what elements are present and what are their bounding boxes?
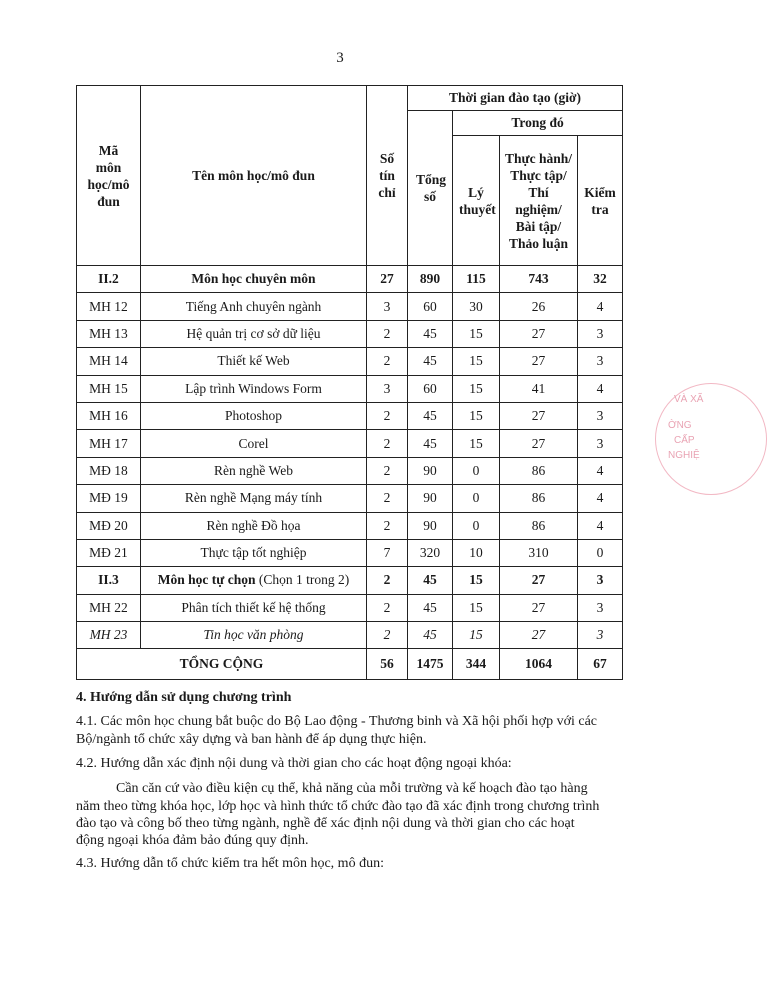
cell-name: Rèn nghề Đồ họa [141,512,367,539]
cell-name: Hệ quản trị cơ sở dữ liệu [141,320,367,347]
header-credits: Số tín chỉ [367,86,408,266]
table-row [77,539,623,566]
cell-credits: 2 [367,622,408,649]
stamp-text-2: ỜNG [668,420,692,431]
cell-name: Phân tích thiết kế hệ thống [141,594,367,621]
table-row [77,430,623,457]
cell-exam: 4 [578,485,623,512]
stamp-text-1: VÀ XÃ [674,394,704,405]
cell-name: Lập trình Windows Form [141,375,367,402]
curriculum-table [76,85,623,680]
cell-code: MH 14 [77,348,141,375]
total-total: 1475 [408,649,453,680]
table-row [77,320,623,347]
cell-code: II.3 [77,567,141,594]
header-training-time: Thời gian đào tạo (giờ) [408,86,623,111]
cell-name: Thực tập tốt nghiệp [141,539,367,566]
paragraph-4-1-line-2: Bộ/ngành tổ chức xây dựng và ban hành để áp dụng thực hiện. [76,732,427,747]
cell-practice: 41 [500,375,578,402]
cell-practice: 86 [500,457,578,484]
cell-code: MH 16 [77,402,141,429]
cell-name-note: (Chọn 1 trong 2) [255,572,350,588]
table-row [77,375,623,402]
total-exam: 67 [578,649,623,680]
cell-practice: 27 [500,348,578,375]
cell-exam: 3 [578,430,623,457]
stamp-text-4: NGHIỆ [668,450,700,461]
cell-theory: 0 [453,512,500,539]
cell-code: MĐ 20 [77,512,141,539]
cell-code: MH 23 [77,622,141,649]
table-row [77,485,623,512]
table-row [77,457,623,484]
cell-practice: 743 [500,266,578,293]
cell-total: 45 [408,622,453,649]
cell-credits: 2 [367,430,408,457]
cell-exam: 3 [578,567,623,594]
cell-name: Tin học văn phòng [141,622,367,649]
cell-credits: 2 [367,485,408,512]
paragraph-body-line-2: năm theo từng khóa học, lớp học và hình thức tổ chức đào tạo đã xác định trong chương trình [76,799,600,814]
cell-total: 45 [408,320,453,347]
cell-name-text: Môn học tự chọn [157,572,256,588]
cell-theory: 30 [453,293,500,320]
total-theory: 344 [453,649,500,680]
cell-credits: 2 [367,594,408,621]
table-row [77,512,623,539]
cell-code: II.2 [77,266,141,293]
total-row [77,649,623,680]
cell-credits: 27 [367,266,408,293]
paragraph-body-line-4: động ngoại khóa đảm bảo đúng quy định. [76,833,309,848]
cell-practice: 27 [500,402,578,429]
cell-practice: 27 [500,430,578,457]
cell-theory: 15 [453,430,500,457]
cell-name: Corel [141,430,367,457]
paragraph-4-2: 4.2. Hướng dẫn xác định nội dung và thời gian cho các hoạt động ngoại khóa: [76,756,512,771]
cell-code: MH 12 [77,293,141,320]
cell-theory: 15 [453,348,500,375]
cell-code: MH 15 [77,375,141,402]
cell-code: MĐ 19 [77,485,141,512]
cell-credits: 2 [367,320,408,347]
paragraph-4-3: 4.3. Hướng dẫn tổ chức kiểm tra hết môn học, mô đun: [76,856,384,871]
header-theory: Lý thuyết [453,136,500,266]
cell-credits: 2 [367,512,408,539]
cell-name: Rèn nghề Mạng máy tính [141,485,367,512]
section-heading: 4. Hướng dẫn sử dụng chương trình [76,690,292,705]
header-practice: Thực hành/ Thực tập/ Thí nghiệm/ Bài tập/ Thảo luận [500,136,578,266]
cell-practice: 26 [500,293,578,320]
cell-practice: 86 [500,485,578,512]
cell-total: 45 [408,430,453,457]
cell-exam: 3 [578,594,623,621]
cell-exam: 3 [578,622,623,649]
cell-practice: 27 [500,567,578,594]
cell-code: MĐ 21 [77,539,141,566]
cell-exam: 4 [578,293,623,320]
cell-total: 60 [408,375,453,402]
paragraph-4-1-line-1: 4.1. Các môn học chung bắt buộc do Bộ Lao động - Thương binh và Xã hội phối hợp với các [76,714,598,729]
header-code: Mã môn học/mô đun [77,86,141,266]
page-number: 3 [336,50,344,66]
cell-name: Photoshop [141,402,367,429]
cell-total: 45 [408,567,453,594]
cell-total: 45 [408,402,453,429]
cell-total: 890 [408,266,453,293]
cell-practice: 27 [500,320,578,347]
cell-exam: 4 [578,512,623,539]
header-name: Tên môn học/mô đun [141,86,367,266]
cell-code: MH 13 [77,320,141,347]
cell-total: 90 [408,512,453,539]
paragraph-body-line-1: Cần căn cứ vào điều kiện cụ thể, khả năng của mỗi trường và kế hoạch đào tạo hàng [116,781,588,796]
cell-code: MH 22 [77,594,141,621]
table-row [77,266,623,293]
cell-exam: 3 [578,402,623,429]
total-practice: 1064 [500,649,578,680]
cell-practice: 86 [500,512,578,539]
cell-name: Rèn nghề Web [141,457,367,484]
table-row [77,594,623,621]
table-row [77,293,623,320]
cell-credits: 2 [367,348,408,375]
cell-theory: 15 [453,622,500,649]
cell-credits: 3 [367,293,408,320]
header-of-which: Trong đó [453,111,623,136]
cell-theory: 15 [453,594,500,621]
cell-name: Tiếng Anh chuyên ngành [141,293,367,320]
cell-practice: 27 [500,622,578,649]
cell-theory: 15 [453,402,500,429]
cell-credits: 2 [367,402,408,429]
cell-name [141,567,367,594]
cell-total: 320 [408,539,453,566]
cell-practice: 310 [500,539,578,566]
cell-exam: 0 [578,539,623,566]
cell-exam: 4 [578,375,623,402]
cell-exam: 3 [578,348,623,375]
cell-exam: 3 [578,320,623,347]
stamp-text-3: CẤP [674,435,695,446]
cell-total: 90 [408,485,453,512]
cell-practice: 27 [500,594,578,621]
cell-theory: 0 [453,457,500,484]
cell-credits: 7 [367,539,408,566]
cell-name: Môn học chuyên môn [141,266,367,293]
cell-credits: 3 [367,375,408,402]
official-stamp [655,383,767,495]
cell-theory: 0 [453,485,500,512]
table-row [77,622,623,649]
header-total: Tổng số [408,111,453,266]
cell-name: Thiết kế Web [141,348,367,375]
table-row [77,348,623,375]
cell-exam: 4 [578,457,623,484]
header-exam: Kiểm tra [578,136,623,266]
table-row [77,402,623,429]
total-label: TỔNG CỘNG [77,649,367,680]
cell-code: MĐ 18 [77,457,141,484]
cell-code: MH 17 [77,430,141,457]
cell-credits: 2 [367,567,408,594]
cell-theory: 15 [453,375,500,402]
cell-total: 90 [408,457,453,484]
cell-total: 45 [408,348,453,375]
cell-theory: 10 [453,539,500,566]
total-credits: 56 [367,649,408,680]
cell-total: 60 [408,293,453,320]
cell-credits: 2 [367,457,408,484]
paragraph-body-line-3: đào tạo và công bố theo từng ngành, nghề để xác định nội dung và thời gian cho các hoạt [76,816,575,831]
cell-theory: 115 [453,266,500,293]
cell-exam: 32 [578,266,623,293]
cell-theory: 15 [453,320,500,347]
table-row [77,567,623,594]
cell-total: 45 [408,594,453,621]
cell-theory: 15 [453,567,500,594]
